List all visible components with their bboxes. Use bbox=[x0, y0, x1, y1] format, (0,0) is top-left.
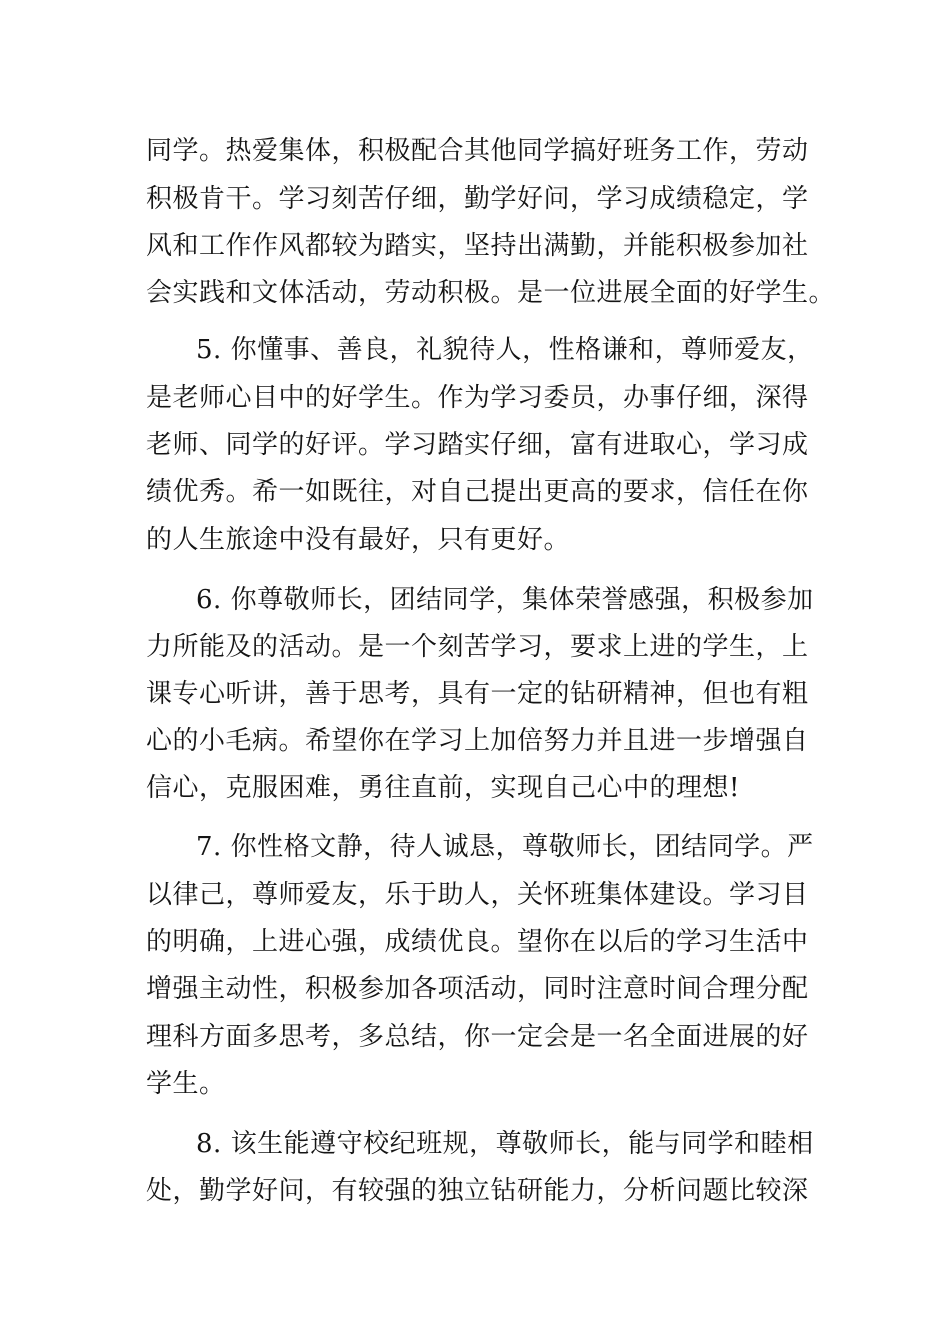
paragraph-5-start: 5. 你懂事、善良，礼貌待人，性格谦和，尊师爱友， bbox=[196, 335, 814, 365]
text-line: 是老师心目中的好学生。作为学习委员，办事仔细，深得 bbox=[146, 383, 809, 413]
text-line: 的人生旅途中没有最好，只有更好。 bbox=[146, 525, 571, 555]
text-line: 心的小毛病。希望你在学习上加倍努力并且进一步增强自 bbox=[146, 726, 809, 756]
text-line: 风和工作作风都较为踏实，坚持出满勤，并能积极参加社 bbox=[146, 231, 809, 261]
text-line: 处，勤学好问，有较强的独立钻研能力，分析问题比较深 bbox=[146, 1176, 809, 1206]
text-line: 学生。 bbox=[146, 1069, 226, 1099]
text-line: 绩优秀。希一如既往，对自己提出更高的要求，信任在你 bbox=[146, 477, 809, 507]
text-line: 老师、同学的好评。学习踏实仔细，富有进取心，学习成 bbox=[146, 430, 809, 460]
text-line: 增强主动性，积极参加各项活动，同时注意时间合理分配 bbox=[146, 974, 809, 1004]
paragraph-8-start: 8. 该生能遵守校纪班规，尊敬师长，能与同学和睦相 bbox=[196, 1129, 814, 1159]
text-line: 会实践和文体活动，劳动积极。是一位进展全面的好学生。 bbox=[146, 278, 836, 308]
text-line: 理科方面多思考，多总结，你一定会是一名全面进展的好 bbox=[146, 1022, 809, 1052]
paragraph-6-start: 6. 你尊敬师长，团结同学，集体荣誉感强，积极参加 bbox=[196, 585, 814, 615]
text-line: 以律己，尊师爱友，乐于助人，关怀班集体建设。学习目 bbox=[146, 880, 809, 910]
text-line: 的明确，上进心强，成绩优良。望你在以后的学习生活中 bbox=[146, 927, 809, 957]
text-line: 同学。热爱集体，积极配合其他同学搞好班务工作，劳动 bbox=[146, 136, 809, 166]
text-line: 课专心听讲，善于思考，具有一定的钻研精神，但也有粗 bbox=[146, 679, 809, 709]
paragraph-7-start: 7. 你性格文静，待人诚恳，尊敬师长，团结同学。严 bbox=[196, 832, 814, 862]
text-line: 信心，克服困难，勇往直前，实现自己心中的理想! bbox=[146, 773, 740, 803]
text-line: 积极肯干。学习刻苦仔细，勤学好问，学习成绩稳定，学 bbox=[146, 184, 809, 214]
text-line: 力所能及的活动。是一个刻苦学习，要求上进的学生，上 bbox=[146, 632, 809, 662]
